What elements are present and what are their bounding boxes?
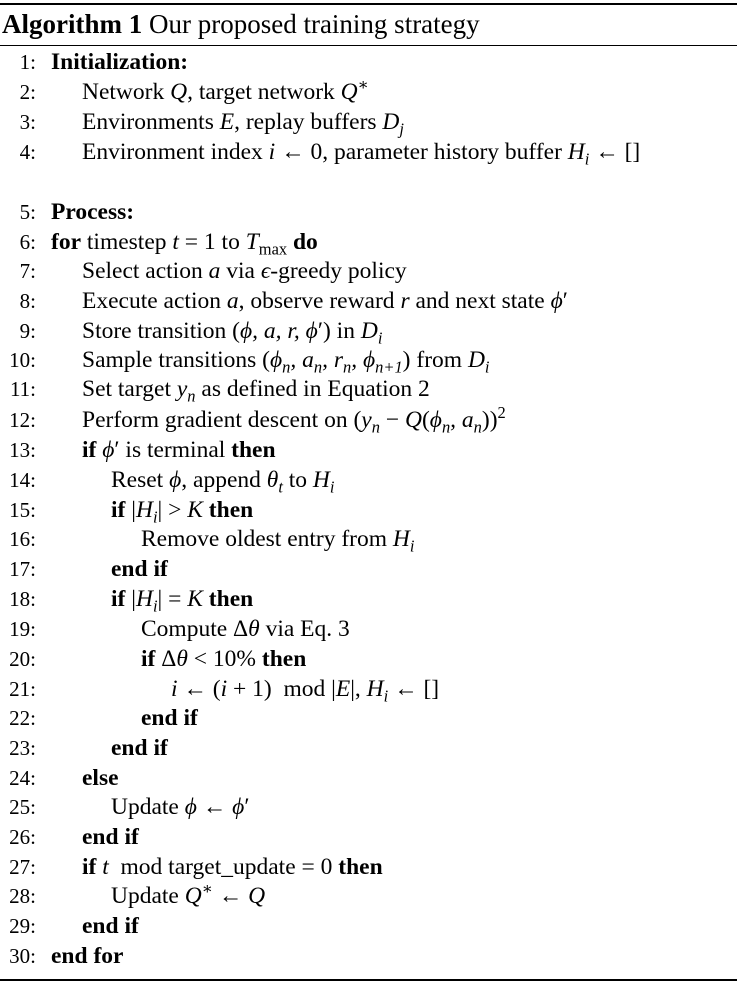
- line-content: Select action a via ϵ-greedy policy: [82, 258, 407, 284]
- algorithm-title: Our proposed training strategy: [148, 9, 480, 39]
- line-content: end if: [82, 913, 139, 939]
- line-content: if t mod target_update = 0 then: [82, 854, 383, 880]
- line-number: 26:: [9, 825, 36, 849]
- line-content: Compute Δθ via Eq. 3: [141, 616, 350, 642]
- line-content: Execute action a, observe reward r and next state ϕ′: [82, 288, 568, 314]
- line-content: Set target $y_n$ as defined in Equation 2: [82, 376, 430, 406]
- line-content: Environment index i ← 0, parameter history buffer $H_i$ ← []: [82, 139, 641, 169]
- line-number: 24:: [9, 766, 36, 790]
- line-content: Sample transitions ($\phi_n$, $a_n$, $r_n$, $\phi_{n+1}$) from $D_i$: [82, 347, 490, 377]
- line-content: end for: [51, 943, 124, 969]
- line-content: Initialization:: [51, 49, 189, 75]
- line-number: 5:: [19, 200, 36, 224]
- line-number: 1:: [19, 50, 36, 74]
- line-content: if $|H_i| = K$ then: [111, 586, 254, 616]
- line-number: 2:: [19, 80, 36, 104]
- line-content: for timestep t = 1 to $T_{max}$ do: [51, 229, 318, 259]
- line-content: end if: [111, 735, 168, 761]
- line-content: end if: [111, 556, 168, 582]
- line-number: 12:: [9, 408, 36, 432]
- line-content: Network Q, target network Q∗: [82, 75, 369, 105]
- line-number: 16:: [9, 527, 36, 551]
- line-number: 19:: [9, 617, 36, 641]
- line-number: 6:: [19, 230, 36, 254]
- line-number: 15:: [9, 498, 36, 522]
- line-number: 21:: [9, 677, 36, 701]
- line-number: 4:: [19, 140, 36, 164]
- line-number: 8:: [19, 289, 36, 313]
- line-number: 14:: [9, 468, 36, 492]
- algorithm-caption: [2, 5, 480, 43]
- line-content: Environments E, replay buffers $D_j$: [82, 109, 404, 139]
- line-number: 23:: [9, 736, 36, 760]
- line-content: i ← (i + 1) mod |E|, $H_i$ ← []: [171, 676, 440, 706]
- line-number: 17:: [9, 557, 36, 581]
- line-content: if ϕ′ is terminal then: [82, 437, 276, 463]
- line-content: Update ϕ ← ϕ′: [111, 794, 250, 820]
- line-content: end if: [82, 824, 139, 850]
- line-content: if $|H_i| > K$ then: [111, 497, 254, 527]
- line-content: Perform gradient descent on ($y_n - Q(\phi_n$, $a_n))^2$: [82, 403, 506, 437]
- line-number: 27:: [9, 855, 36, 879]
- algorithm-label: Algorithm 1: [2, 9, 143, 39]
- line-content: Update Q∗ ← Q: [111, 879, 266, 909]
- caption-rule: [0, 45, 737, 46]
- line-number: 22:: [9, 706, 36, 730]
- line-content: Process:: [51, 199, 135, 225]
- line-number: 10:: [9, 348, 36, 372]
- line-number: 25:: [9, 795, 36, 819]
- line-content: if Δθ < 10% then: [141, 646, 307, 672]
- line-content: else: [82, 765, 119, 791]
- bottom-rule: [0, 979, 737, 981]
- line-number: 20:: [9, 647, 36, 671]
- line-content: end if: [141, 705, 198, 731]
- line-number: 30:: [9, 944, 36, 968]
- line-number: 18:: [9, 587, 36, 611]
- line-content: Reset ϕ, append $\theta_t$ to $H_i$: [111, 467, 335, 497]
- line-number: 29:: [9, 914, 36, 938]
- line-number: 28:: [9, 884, 36, 908]
- line-number: 3:: [19, 110, 36, 134]
- line-number: 7:: [19, 259, 36, 283]
- line-content: Store transition (ϕ, a, r, ϕ′) in $D_i$: [82, 318, 383, 348]
- line-number: 11:: [9, 377, 36, 401]
- line-number: 9:: [19, 319, 36, 343]
- line-content: Remove oldest entry from $H_i$: [141, 526, 415, 556]
- line-number: 13:: [9, 438, 36, 462]
